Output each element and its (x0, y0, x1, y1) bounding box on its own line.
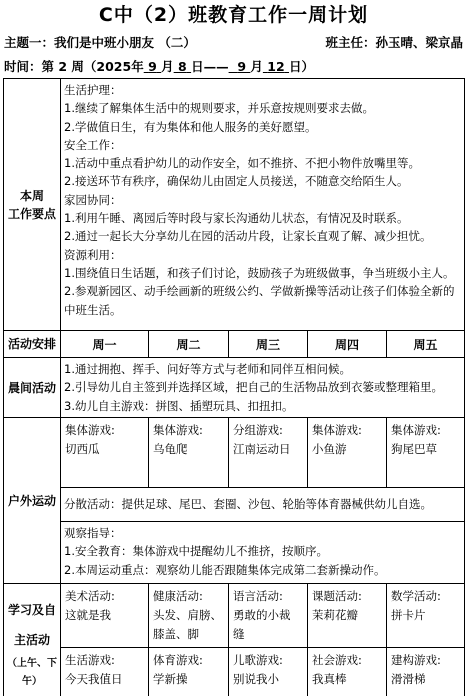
outdoor-free-play: 分散活动：提供足球、尾巴、套圈、沙包、轮胎等体育器械供幼儿自选。 (61, 488, 465, 522)
week-number: 2 (58, 59, 68, 74)
day-thursday: 周四 (308, 331, 387, 358)
key-point-line: 中班生活。 (64, 302, 122, 317)
learning-thursday-am: 课题活动: 茉莉花瓣 (308, 584, 387, 648)
key-point-line: 1.活动中重点看护幼儿的动作安全，如不推挤、不把小物件放嘴里等。 (64, 156, 420, 171)
schedule-header-row (4, 331, 465, 358)
key-point-line: 安全工作： (64, 137, 122, 152)
outdoor-guidance-row (4, 522, 465, 584)
day-char: 日 (191, 59, 204, 74)
end-day: 12 (267, 59, 285, 74)
learning-label: 学习及自 主活动 （上午、下 午） (4, 584, 61, 696)
theme-label: 主题一： (4, 35, 55, 50)
outdoor-game-tuesday: 集体游戏: 乌龟爬 (149, 418, 229, 488)
outdoor-guidance: 观察指导： 1.安全教育：集体游戏中提醒幼儿不推挤，按顺序。 2.本周运动重点：观察幼儿能否跟随集体完成第二套新操动作。 (61, 522, 465, 584)
date-suffix: 日） (289, 59, 315, 74)
morning-content (61, 358, 465, 418)
learning-tuesday-pm: 体育游戏: 学新操 (149, 648, 229, 696)
outdoor-game-thursday: 集体游戏: 小鱼游 (308, 418, 387, 488)
key-point-line: 家园协同： (64, 192, 122, 207)
learning-row-2 (4, 648, 465, 696)
learning-wednesday-am: 语言活动: 勇敢的小裁 缝 (229, 584, 308, 648)
outdoor-free-row (4, 488, 465, 522)
teachers-label: 班主任： (325, 35, 376, 50)
learning-monday-am: 美术活动: 这就是我 (61, 584, 149, 648)
morning-line: 3.幼儿自主游戏：拼图、插塑玩具、扣扭扣。 (64, 398, 294, 413)
learning-tuesday-am: 健康活动: 头发、肩膀、 膝盖、脚 (149, 584, 229, 648)
key-point-line: 资源利用： (64, 247, 122, 262)
learning-wednesday-pm: 儿歌游戏: 别说我小 (229, 648, 308, 696)
key-points-content (61, 79, 465, 331)
month-char: 月 (250, 59, 263, 74)
day-monday: 周一 (61, 331, 149, 358)
day-wednesday: 周三 (229, 331, 308, 358)
plan-table (3, 78, 465, 696)
key-points-row (4, 79, 465, 331)
outdoor-game-monday: 集体游戏: 切西瓜 (61, 418, 149, 488)
learning-thursday-pm: 社会游戏: 我真棒 (308, 648, 387, 696)
teachers-info (325, 33, 463, 51)
date-line (4, 57, 463, 75)
key-point-line: 1.利用午睡、离园后等时段与家长沟通幼儿状态，有情况及时联系。 (64, 211, 409, 226)
month-char: 月 (161, 59, 174, 74)
learning-friday-am: 数学活动: 拼卡片 (387, 584, 465, 648)
morning-label: 晨间活动 (4, 358, 61, 418)
key-point-line: 1.围绕值日生话题，和孩子们讨论，鼓励孩子为班级做事，争当班级小主人。 (64, 265, 455, 280)
theme-value: 我们是中班小朋友 （二） (54, 35, 196, 50)
outdoor-games-row (4, 418, 465, 488)
theme-line (4, 33, 463, 51)
learning-row-1 (4, 584, 465, 648)
end-month: 9 (237, 59, 247, 74)
start-month: 9 (148, 59, 157, 74)
outdoor-game-wednesday: 分组游戏: 江南运动日 (229, 418, 308, 488)
key-point-line: 2.学做值日生，有为集体和他人服务的美好愿望。 (64, 119, 317, 134)
key-point-line: 2.通过一起长大分享幼儿在园的活动片段，让家长直观了解、减少担忧。 (64, 229, 432, 244)
start-day: 8 (178, 59, 187, 74)
morning-line: 1.通过拥抱、挥手、问好等方式与老师和同伴互相问候。 (64, 362, 351, 376)
teachers-names: 孙玉晴、梁京晶 (375, 35, 463, 50)
page-title: C中（2）班教育工作一周计划 (98, 4, 369, 26)
day-friday: 周五 (387, 331, 465, 358)
theme-info (4, 33, 196, 51)
key-point-line: 1.继续了解集体生活中的规则要求，并乐意按规则要求去做。 (64, 101, 374, 116)
key-points-label: 本周 工作要点 (4, 79, 61, 331)
outdoor-label: 户外运动 (4, 418, 61, 584)
day-tuesday: 周二 (149, 331, 229, 358)
date-prefix: 时间：第 (4, 59, 59, 74)
key-point-line: 2.接送环节有秩序，确保幼儿由固定人员接送，不随意交给陌生人。 (64, 174, 409, 189)
date-mid: 周（2025年 (67, 59, 144, 74)
learning-monday-pm: 生活游戏: 今天我值日 (61, 648, 149, 696)
schedule-label: 活动安排 (4, 331, 61, 358)
learning-friday-pm: 建构游戏: 滑滑梯 (387, 648, 465, 696)
key-point-line: 2.参观新园区、动手绘画新的班级公约、学做新操等活动让孩子们体验全新的 (64, 284, 455, 299)
outdoor-game-friday: 集体游戏: 狗尾巴草 (387, 418, 465, 488)
morning-line: 2.引导幼儿自主签到并选择区域，把自己的生活物品放到衣篓或整理箱里。 (64, 380, 443, 395)
key-point-line: 生活护理： (64, 83, 122, 97)
date-dash: —— (203, 59, 229, 74)
morning-row (4, 358, 465, 418)
